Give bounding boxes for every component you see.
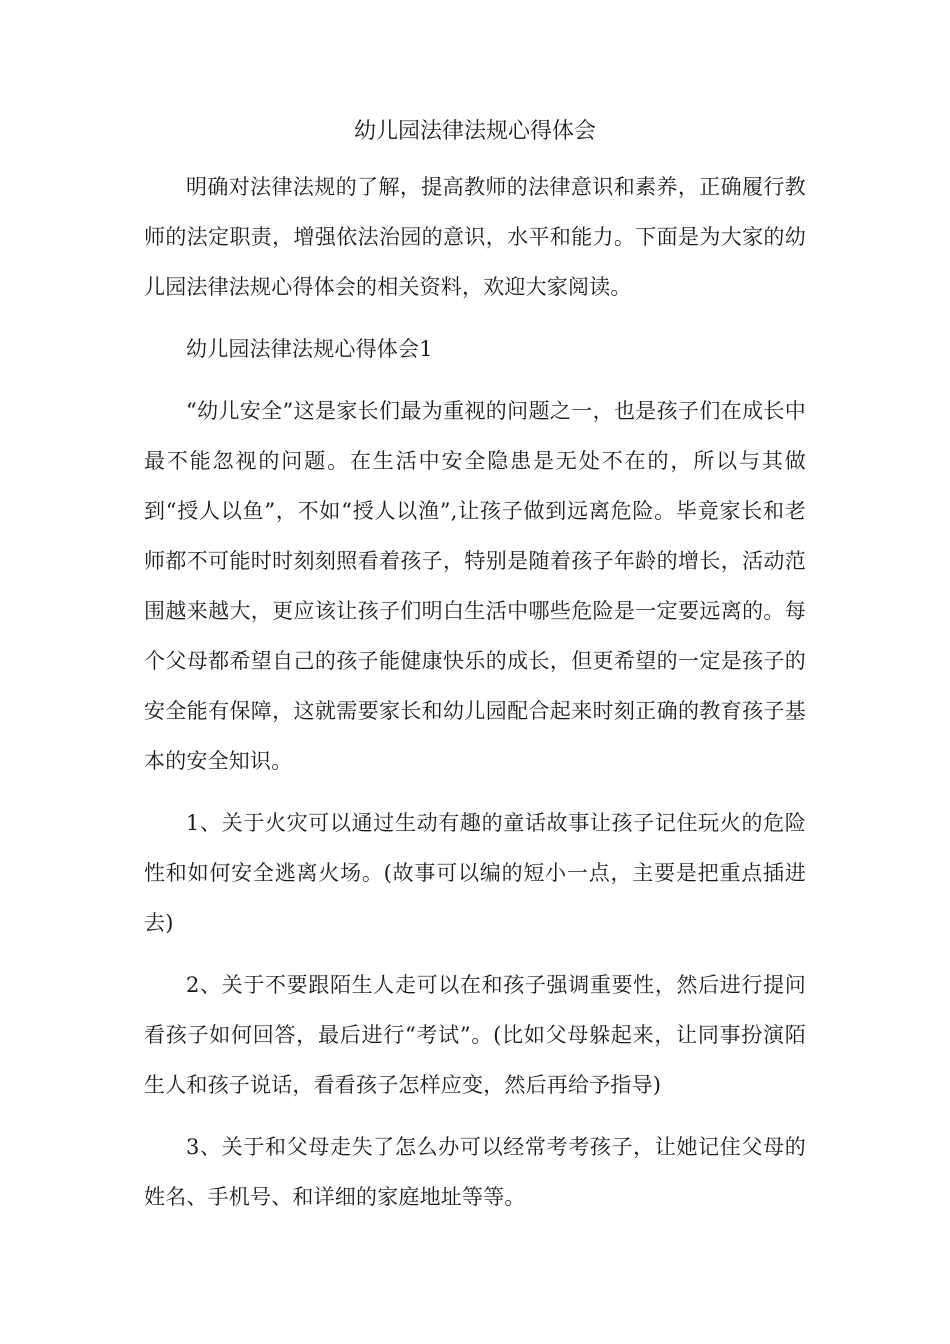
paragraph-gap bbox=[144, 1110, 806, 1122]
paragraph-gap bbox=[144, 312, 806, 324]
paragraph-gap bbox=[144, 374, 806, 386]
paragraph-gap bbox=[144, 786, 806, 798]
paragraph-gap bbox=[144, 948, 806, 960]
list-item-fire: 1、关于火灾可以通过生动有趣的童话故事让孩子记住玩火的危险性和如何安全逃离火场。(故事可以编的短小一点，主要是把重点插进去) bbox=[144, 811, 806, 935]
list-item-lost: 3、关于和父母走失了怎么办可以经常考考孩子，让她记住父母的姓名、手机号、和详细的家庭地址等等。 bbox=[144, 1135, 806, 1209]
document-title: 幼儿园法律法规心得体会 bbox=[353, 119, 596, 144]
intro-paragraph: 明确对法律法规的了解，提高教师的法律意识和素养，正确履行教师的法定职责，增强依法治园的意识，水平和能力。下面是为大家的幼儿园法律法规心得体会的相关资料，欢迎大家阅读。 bbox=[144, 175, 806, 299]
section-heading: 幼儿园法律法规心得体会1 bbox=[186, 337, 433, 361]
list-item-stranger: 2、关于不要跟陌生人走可以在和孩子强调重要性，然后进行提问看孩子如何回答，最后进行“考试”。(比如父母躲起来，让同事扮演陌生人和孩子说话，看看孩子怎样应变，然后再给予指导) bbox=[144, 973, 806, 1097]
document-page bbox=[144, 108, 806, 1222]
body-paragraph: “幼儿安全”这是家长们最为重视的问题之一，也是孩子们在成长中最不能忽视的问题。在生活中安全隐患是无处不在的，所以与其做到“授人以鱼”，不如“授人以渔”,让孩子做到远离危险。毕竟家长和老师都不可能时时刻刻照看着孩子，特别是随着孩子年龄的增长，活动范围越来越大，更应该让孩子们明白生活中哪些危险是一定要远离的。每个父母都希望自己的孩子能健康快乐的成长，但更希望的一定是孩子的安全能有保障，这就需要家长和幼儿园配合起来时刻正确的教育孩子基本的安全知识。 bbox=[144, 399, 806, 773]
